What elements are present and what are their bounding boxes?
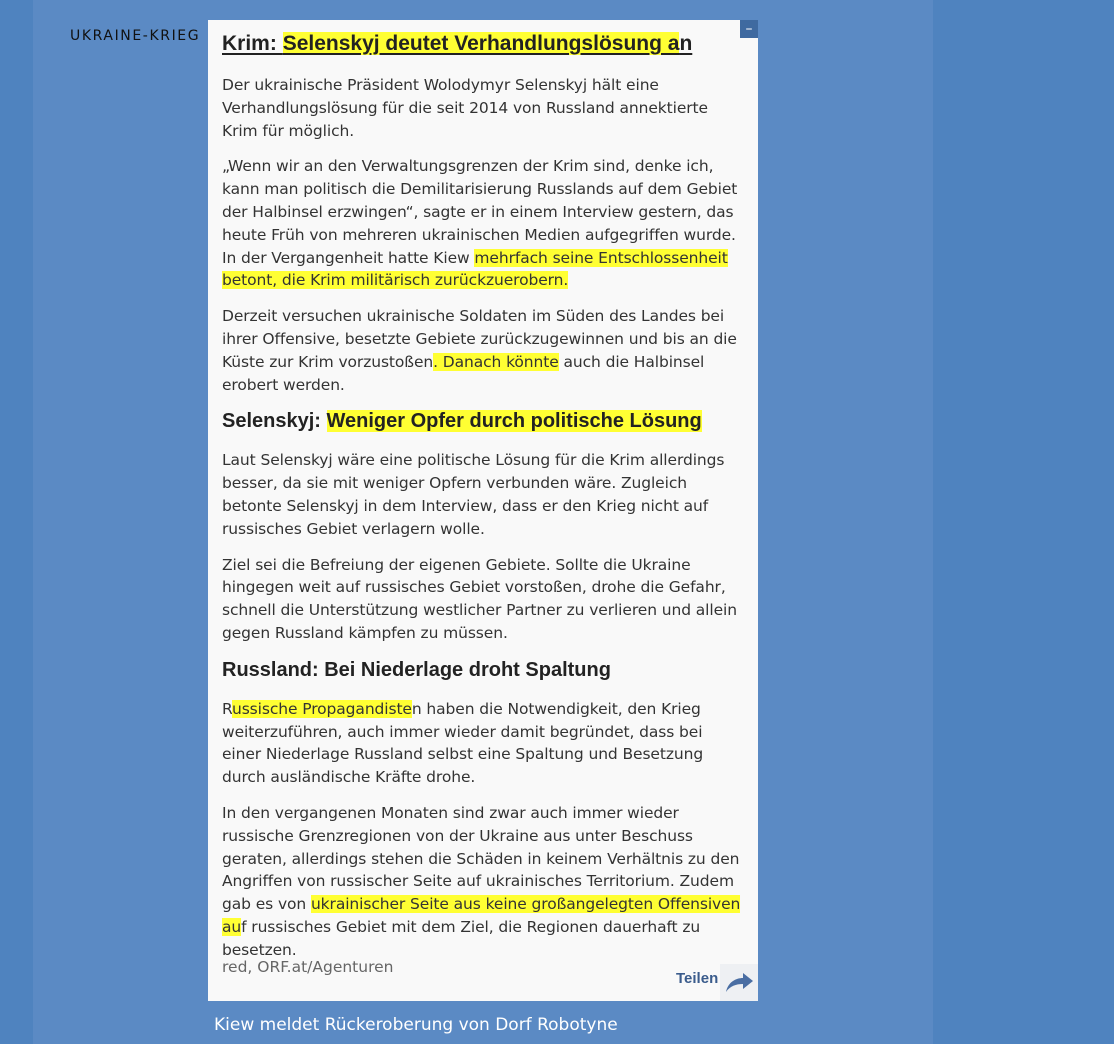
paragraph-6-highlight: ussische Propagandiste <box>231 699 412 718</box>
paragraph-6-start: R <box>222 699 232 718</box>
paragraph-7-highlight: ukrainischer Seite aus keine großangelegten Offensiven au <box>222 895 741 936</box>
title-highlight: Selenskyj deutet Verhandlungslösung a <box>282 32 680 55</box>
article-card <box>208 20 758 1001</box>
paragraph-6 <box>222 698 746 789</box>
collapse-button[interactable]: – <box>740 20 758 38</box>
article-content <box>222 32 746 975</box>
paragraph-3 <box>222 305 746 396</box>
subheading-1-prefix: Selenskyj: <box>222 410 327 433</box>
subheading-1 <box>222 410 746 433</box>
paragraph-3-highlight: . Danach könnte <box>433 352 559 371</box>
next-article-link[interactable]: Kiew meldet Rückeroberung von Dorf Robotyne <box>214 1015 618 1035</box>
paragraph-2-highlight: mehrfach seine Entschlossenheit betont, die Krim militärisch zurückzuerobern. <box>222 248 728 290</box>
share-arrow-svg <box>724 972 754 994</box>
share-button[interactable]: Teilen <box>676 970 719 987</box>
subheading-1-highlight: Weniger Opfer durch politische Lösung <box>326 410 702 433</box>
paragraph-2-text: „Wenn wir an den Verwaltungsgrenzen der Krim sind, denke ich, kann man politisch die Demilitarisierung Russlands auf dem Gebiet der Halbinsel erzwingen“, sagte er in einem Interview gestern, das heute Früh von mehreren ukrainischen Medien aufgegriffen wurde. In der Vergangenheit hatte Kiew <box>222 157 738 267</box>
paragraph-3-text: Derzeit versuchen ukrainische Soldaten im Süden des Landes bei ihrer Offensive, besetzte Gebiete zurückzugewinnen und bis an die Küste zur Krim vorzustoßen <box>222 307 737 371</box>
article-title[interactable] <box>222 32 746 56</box>
source-credit: red, ORF.at/Agenturen <box>222 958 394 976</box>
title-prefix: Krim: <box>222 32 283 55</box>
title-suffix: n <box>679 32 693 55</box>
paragraph-7-tail: f russisches Gebiet mit dem Ziel, die Regionen dauerhaft zu besetzen. <box>222 917 701 959</box>
paragraph-5: Ziel sei die Befreiung der eigenen Gebiete. Sollte die Ukraine hingegen weit auf russisches Gebiet vorstoßen, drohe die Gefahr, schnell die Unterstützung westlicher Partner zu verlieren und allein gegen Russland kämpfen zu müssen. <box>222 555 737 642</box>
paragraph-6-text: n haben die Notwendigkeit, den Krieg weiterzuführen, auch immer wieder damit begründet, dass bei einer Niederlage Russland selbst eine Spaltung und Besetzung durch ausländische Kräfte drohe. <box>222 699 704 787</box>
paragraph-7-text: In den vergangenen Monaten sind zwar auch immer wieder russische Grenzregionen von der Ukraine aus unter Beschuss geraten, allerdings stehen die Schäden in keinem Verhältnis zu den Angriffen von russischer Seite auf ukrainisches Territorium. Zudem gab es von <box>222 803 740 914</box>
subheading-2: Russland: Bei Niederlage droht Spaltung <box>222 658 611 681</box>
paragraph-7 <box>222 802 746 962</box>
paragraph-4: Laut Selenskyj wäre eine politische Lösung für die Krim allerdings besser, da sie mit weniger Opfern verbunden wäre. Zugleich betonte Selenskyj in dem Interview, dass er den Krieg nicht auf russisches Gebiet verlagern wolle. <box>222 451 725 538</box>
category-label: UKRAINE-KRIEG <box>70 28 201 44</box>
share-arrow-icon[interactable] <box>720 964 758 1001</box>
paragraph-1: Der ukrainische Präsident Wolodymyr Selenskyj hält eine Verhandlungslösung für die seit 2014 von Russland annektierte Krim für möglich. <box>222 76 708 140</box>
paragraph-3-tail: auch die Halbinsel erobert werden. <box>222 352 705 394</box>
paragraph-2 <box>222 155 746 292</box>
